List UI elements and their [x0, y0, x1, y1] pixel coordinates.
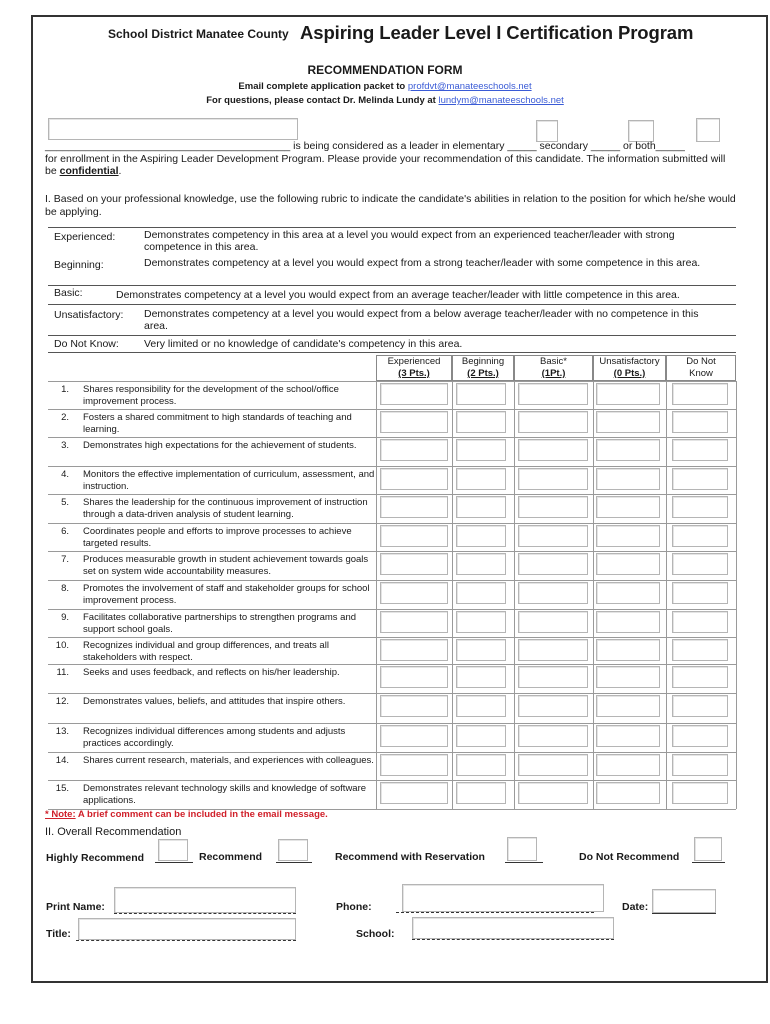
grid-divider — [376, 381, 736, 382]
do-not-recommend-line — [692, 862, 725, 863]
grid-column-line — [736, 381, 737, 809]
item-divider — [48, 523, 376, 524]
reservation-box[interactable] — [507, 837, 537, 861]
title-field[interactable] — [78, 918, 296, 940]
rating-box-beginning[interactable] — [456, 383, 506, 405]
item-number: 2. — [61, 412, 69, 423]
rating-box-basic[interactable] — [518, 439, 588, 461]
rating-box-experienced[interactable] — [380, 553, 448, 575]
item-text: Recognizes individual differences among students and adjusts practices accordingly. — [83, 726, 346, 749]
rating-box-do-not-know[interactable] — [672, 639, 728, 661]
rubric-desc: Demonstrates competency in this area at a level you would expect from an experienced teacher/leader with strong competence in this area. — [144, 229, 675, 253]
item-divider — [48, 580, 376, 581]
grid-divider — [376, 752, 736, 753]
rating-box-experienced[interactable] — [380, 666, 448, 688]
rating-box-experienced[interactable] — [380, 695, 448, 717]
grid-column-line — [666, 381, 667, 809]
rubric-desc: Demonstrates competency at a level you would expect from an average teacher/leader with little competence in this area. — [116, 289, 680, 301]
rating-box-basic[interactable] — [518, 639, 588, 661]
rubric-row-unsatisfactory — [48, 304, 736, 335]
column-label: Unsatisfactory — [599, 356, 660, 367]
rating-box-basic[interactable] — [518, 496, 588, 518]
item-text: Recognizes individual and group differences, and treats all stakeholders with respect. — [83, 640, 329, 663]
item-text: Promotes the involvement of staff and stakeholder groups for school improvement process. — [83, 583, 370, 606]
do-not-recommend-label: Do Not Recommend — [579, 851, 680, 863]
rating-box-beginning[interactable] — [456, 468, 506, 490]
column-header-unsatisfactory — [593, 355, 666, 381]
item-number: 14. — [55, 755, 69, 766]
questions-instruction — [0, 95, 770, 106]
rating-box-do-not-know[interactable] — [672, 611, 728, 633]
rating-box-experienced[interactable] — [380, 525, 448, 547]
section-2-title: II. Overall Recommendation — [45, 826, 182, 838]
item-text: Shares the leadership for the continuous improvement of instruction through a data-driven analysis of student learning. — [83, 497, 368, 520]
form-title: RECOMMENDATION FORM — [307, 63, 463, 77]
grid-divider — [376, 609, 736, 610]
highly-recommend-line — [155, 862, 193, 863]
grid-column-line — [593, 381, 594, 809]
item-number: 9. — [61, 612, 69, 623]
recommend-label: Recommend — [199, 851, 263, 863]
item-divider — [48, 409, 376, 410]
grid-divider — [376, 664, 736, 665]
confidential-text: confidential — [59, 165, 119, 177]
item-number: 15. — [55, 783, 69, 794]
program-title: Aspiring Leader Level I Certification Program — [300, 22, 694, 43]
rating-box-do-not-know[interactable] — [672, 725, 728, 747]
grid-divider — [376, 580, 736, 581]
column-header-experienced — [376, 355, 452, 381]
note-label: * Note: — [45, 809, 76, 820]
item-text: Demonstrates relevant technology skills and knowledge of software applications. — [83, 783, 367, 806]
item-number: 5. — [61, 497, 69, 508]
rating-box-do-not-know[interactable] — [672, 582, 728, 604]
item-number: 10. — [55, 640, 69, 651]
rating-box-do-not-know[interactable] — [672, 782, 728, 804]
rating-box-do-not-know[interactable] — [672, 525, 728, 547]
item-text: Monitors the effective implementation of curriculum, assessment, and instruction. — [83, 469, 375, 492]
rating-box-basic[interactable] — [518, 411, 588, 433]
rating-box-do-not-know[interactable] — [672, 496, 728, 518]
rubric-desc: Demonstrates competency at a level you would expect from a strong teacher/leader with some competence in this area. — [144, 257, 701, 269]
grid-column-line — [452, 381, 453, 809]
recommend-line — [276, 862, 312, 863]
rating-box-do-not-know[interactable] — [672, 553, 728, 575]
grid-divider — [376, 637, 736, 638]
grid-divider — [376, 466, 736, 467]
item-divider — [48, 494, 376, 495]
item-divider — [48, 381, 376, 382]
reservation-label: Recommend with Reservation — [335, 851, 485, 863]
section-1-instructions: I. Based on your professional knowledge, use the following rubric to indicate the candidate's abilities in relation to the position for which he/she would be applying. — [45, 193, 736, 218]
column-label: Basic* — [540, 356, 567, 367]
item-text: Produces measurable growth in student achievement towards goals set on system wide accountability measures. — [83, 554, 369, 577]
rating-box-basic[interactable] — [518, 582, 588, 604]
rating-box-beginning[interactable] — [456, 782, 506, 804]
column-points: Know — [689, 368, 713, 379]
questions-link[interactable]: lundym@manateeschools.net — [438, 95, 564, 106]
grid-divider — [376, 523, 736, 524]
enrollment-period: . — [118, 165, 122, 177]
column-points: (1Pt.) — [541, 368, 566, 379]
rating-box-unsatisfactory[interactable] — [596, 411, 660, 433]
district-name: School District Manatee County — [108, 27, 289, 41]
item-divider — [48, 723, 376, 724]
phone-label: Phone: — [336, 901, 372, 913]
item-number: 8. — [61, 583, 69, 594]
note — [45, 809, 328, 820]
item-number: 3. — [61, 440, 69, 451]
column-label: Beginning — [461, 356, 505, 367]
item-number: 13. — [55, 726, 69, 737]
grid-divider — [376, 809, 736, 810]
rating-box-experienced[interactable] — [380, 468, 448, 490]
questions-prefix: For questions, please contact Dr. Melinda Lundy at — [206, 95, 439, 106]
school-label: School: — [356, 928, 395, 940]
candidate-name-field[interactable] — [48, 118, 298, 140]
rubric-row-experienced — [48, 227, 736, 257]
rating-box-basic[interactable] — [518, 525, 588, 547]
item-number: 11. — [56, 667, 69, 678]
rubric-term: Basic: — [54, 287, 83, 299]
rating-box-beginning[interactable] — [456, 754, 506, 776]
item-divider — [48, 637, 376, 638]
rating-box-experienced[interactable] — [380, 411, 448, 433]
rating-box-experienced[interactable] — [380, 754, 448, 776]
grid-divider — [376, 437, 736, 438]
rating-box-unsatisfactory[interactable] — [596, 553, 660, 575]
column-label: Do Not — [686, 356, 716, 367]
rating-box-do-not-know[interactable] — [672, 666, 728, 688]
rubric-term: Beginning: — [54, 259, 104, 271]
item-number: 6. — [61, 526, 69, 537]
enrollment-body: for enrollment in the Aspiring Leader Development Program. Please provide your recommendation of this candidate. The information submitted will be — [45, 153, 726, 177]
rating-box-beginning[interactable] — [456, 439, 506, 461]
item-divider — [48, 780, 376, 781]
email-link[interactable]: profdvt@manateeschools.net — [407, 81, 532, 92]
rating-box-unsatisfactory[interactable] — [596, 525, 660, 547]
reservation-line — [505, 862, 543, 863]
phone-line — [396, 912, 594, 913]
rating-box-unsatisfactory[interactable] — [596, 611, 660, 633]
item-number: 7. — [61, 554, 69, 565]
rating-box-experienced[interactable] — [380, 582, 448, 604]
title-line — [76, 940, 296, 941]
item-divider — [48, 752, 376, 753]
rubric-row-beginning — [48, 257, 736, 285]
rating-box-beginning[interactable] — [456, 582, 506, 604]
note-text: A brief comment can be included in the email message. — [75, 809, 328, 820]
rating-box-experienced[interactable] — [380, 725, 448, 747]
rating-box-unsatisfactory[interactable] — [596, 695, 660, 717]
item-divider — [48, 664, 376, 665]
rating-box-experienced[interactable] — [380, 496, 448, 518]
rating-box-beginning[interactable] — [456, 639, 506, 661]
rating-box-beginning[interactable] — [456, 611, 506, 633]
item-divider — [48, 437, 376, 438]
print-name-line — [114, 913, 296, 914]
rating-box-unsatisfactory[interactable] — [596, 383, 660, 405]
grid-divider — [376, 693, 736, 694]
both-checkbox[interactable] — [696, 118, 720, 142]
rating-box-beginning[interactable] — [456, 411, 506, 433]
column-header-do-not-know — [666, 355, 736, 381]
rubric-term: Unsatisfactory: — [54, 309, 124, 321]
title-label: Title: — [46, 928, 71, 940]
rating-box-beginning[interactable] — [456, 695, 506, 717]
item-text: Facilitates collaborative partnerships to strengthen programs and support school goals. — [83, 612, 357, 635]
rating-box-beginning[interactable] — [456, 496, 506, 518]
recommend-box[interactable] — [278, 839, 308, 861]
date-field[interactable] — [652, 889, 716, 913]
rating-box-unsatisfactory[interactable] — [596, 468, 660, 490]
rating-box-experienced[interactable] — [380, 639, 448, 661]
item-text: Shares responsibility for the development of the school/office improvement process. — [83, 384, 339, 407]
email-prefix: Email complete application packet to — [238, 81, 408, 92]
school-field[interactable] — [412, 917, 614, 939]
rubric-row-basic — [48, 285, 736, 304]
grid-divider — [376, 494, 736, 495]
column-points: (2 Pts.) — [467, 368, 499, 379]
column-label: Experienced — [387, 356, 441, 367]
rating-box-basic[interactable] — [518, 666, 588, 688]
do-not-recommend-box[interactable] — [694, 837, 722, 861]
date-line — [652, 913, 716, 914]
rating-box-do-not-know[interactable] — [672, 383, 728, 405]
column-points: (3 Pts.) — [398, 368, 430, 379]
elementary-checkbox[interactable] — [536, 120, 558, 142]
column-points: (0 Pts.) — [613, 368, 646, 379]
highly-recommend-box[interactable] — [158, 839, 188, 861]
rubric-desc: Demonstrates competency at a level you would expect from a below average teacher/leader with no competence in this area. — [144, 308, 699, 332]
print-name-field[interactable] — [114, 887, 296, 913]
rating-box-do-not-know[interactable] — [672, 411, 728, 433]
enrollment-text — [45, 153, 737, 177]
rating-box-do-not-know[interactable] — [672, 695, 728, 717]
item-text: Demonstrates values, beliefs, and attitudes that inspire others. — [83, 696, 346, 707]
item-text: Coordinates people and efforts to improve processes to achieve targeted results. — [83, 526, 352, 549]
rubric-desc: Very limited or no knowledge of candidate's competency in this area. — [144, 338, 463, 350]
rating-box-unsatisfactory[interactable] — [596, 439, 660, 461]
rubric-term: Do Not Know: — [54, 338, 119, 350]
column-header-basic — [514, 355, 593, 381]
rating-box-unsatisfactory[interactable] — [596, 725, 660, 747]
rating-box-basic[interactable] — [518, 725, 588, 747]
item-number: 12. — [55, 696, 69, 707]
rating-box-unsatisfactory[interactable] — [596, 639, 660, 661]
date-label: Date: — [622, 901, 649, 913]
rating-box-experienced[interactable] — [380, 611, 448, 633]
rubric-term: Experienced: — [54, 231, 116, 243]
rating-box-do-not-know[interactable] — [672, 468, 728, 490]
grid-divider — [376, 551, 736, 552]
rubric-row-do-not-know — [48, 335, 736, 353]
rating-box-basic[interactable] — [518, 754, 588, 776]
rating-box-basic[interactable] — [518, 468, 588, 490]
highly-recommend-label: Highly Recommend — [46, 852, 145, 864]
rating-box-basic[interactable] — [518, 383, 588, 405]
rating-box-basic[interactable] — [518, 553, 588, 575]
print-name-label: Print Name: — [46, 901, 105, 913]
column-header-beginning — [452, 355, 514, 381]
rating-box-do-not-know[interactable] — [672, 754, 728, 776]
item-divider — [48, 466, 376, 467]
rating-box-unsatisfactory[interactable] — [596, 582, 660, 604]
grid-column-line — [376, 381, 377, 809]
email-instruction — [0, 81, 770, 92]
rating-box-basic[interactable] — [518, 782, 588, 804]
grid-divider — [376, 409, 736, 410]
rating-box-do-not-know[interactable] — [672, 439, 728, 461]
rating-box-beginning[interactable] — [456, 553, 506, 575]
grid-column-line — [514, 381, 515, 809]
grid-divider — [376, 723, 736, 724]
secondary-checkbox[interactable] — [628, 120, 654, 142]
item-text: Fosters a shared commitment to high standards of teaching and learning. — [83, 412, 352, 435]
rating-box-unsatisfactory[interactable] — [596, 754, 660, 776]
rating-box-beginning[interactable] — [456, 725, 506, 747]
rating-box-experienced[interactable] — [380, 782, 448, 804]
rating-box-beginning[interactable] — [456, 666, 506, 688]
phone-field[interactable] — [402, 884, 604, 912]
item-text: Demonstrates high expectations for the achievement of students. — [83, 440, 357, 451]
item-number: 1. — [61, 384, 69, 395]
item-divider — [48, 609, 376, 610]
rating-box-unsatisfactory[interactable] — [596, 666, 660, 688]
rating-box-basic[interactable] — [518, 611, 588, 633]
item-text: Seeks and uses feedback, and reflects on his/her leadership. — [83, 667, 340, 678]
item-text: Shares current research, materials, and experiences with colleagues. — [83, 755, 374, 766]
rating-box-unsatisfactory[interactable] — [596, 496, 660, 518]
item-divider — [48, 693, 376, 694]
item-divider — [48, 551, 376, 552]
item-number: 4. — [61, 469, 69, 480]
grid-divider — [376, 780, 736, 781]
school-line — [412, 939, 614, 940]
rating-box-beginning[interactable] — [456, 525, 506, 547]
rating-box-experienced[interactable] — [380, 383, 448, 405]
rating-box-experienced[interactable] — [380, 439, 448, 461]
rating-box-basic[interactable] — [518, 695, 588, 717]
rating-box-unsatisfactory[interactable] — [596, 782, 660, 804]
candidate-line: __________________________________________ is being considered as a leader in elementary _____ secondary _____ or both_____ — [45, 140, 685, 152]
